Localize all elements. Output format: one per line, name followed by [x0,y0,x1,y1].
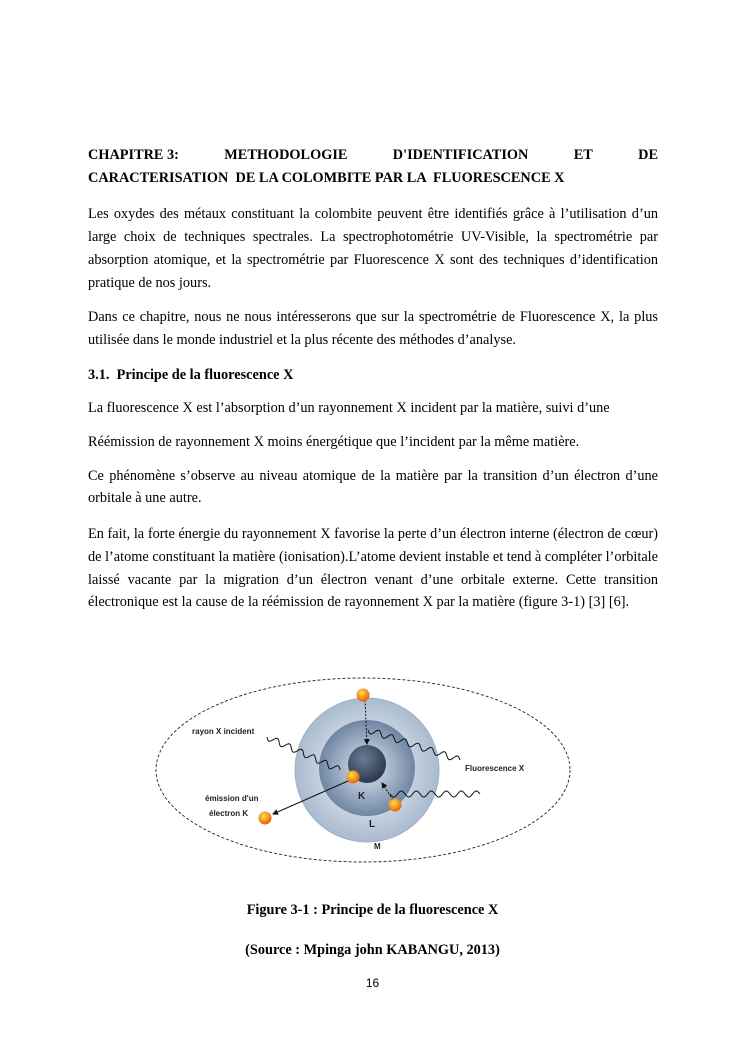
electron-emitted [259,812,272,825]
page-number: 16 [365,976,380,990]
electron-k [347,771,360,784]
label-k: K [358,791,366,802]
title-word: CHAPITRE 3: [88,147,179,163]
chapter-title-line2: CARACTERISATION DE LA COLOMBITE PAR LA FLUORESCENCE X [88,169,565,186]
section-paragraph: La fluorescence X est l’absorption d’un rayonnement X incident par la matière, suivi d’une [88,400,610,417]
fluorescence-diagram [150,670,580,870]
title-word: METHODOLOGIE [224,147,348,163]
section-title: 3.1. Principe de la fluorescence X [88,366,294,383]
title-word: ET [573,147,593,163]
title-word: D'IDENTIFICATION [392,147,529,163]
paragraph-intro: Les oxydes des métaux constituant la colombite peuvent être identifiés grâce à l’utilisation d’un large choix de techniques spectrales. La spectrophotométrie UV-Visible, la spectrométrie par absorption atomique, et la spectrométrie par Fluorescence X sont des techniques d’identification pratique de nos jours. [88,206,658,291]
label-incident: rayon X incident [192,727,255,736]
figure-source: (Source : Mpinga john KABANGU, 2013) [245,942,500,958]
electron-m [357,689,370,702]
label-l: L [369,819,376,830]
title-word: DE [638,147,658,163]
electron-l [389,799,402,812]
section-paragraph: Ce phénomène s’observe au niveau atomique de la matière par la transition d’un électron d’une orbitale à une autre. [88,467,658,507]
paragraph-chapter: Dans ce chapitre, nous ne nous intéresserons que sur la spectrométrie de Fluorescence X, la plus utilisée dans le monde industriel et la plus récente des méthodes d’analyse. [88,309,658,348]
figure-caption: Figure 3-1 : Principe de la fluorescence X [246,902,499,918]
label-emission-1: émission d'un [205,794,259,803]
page-body [88,144,658,614]
label-m: M [374,842,381,851]
section-paragraph: En fait, la forte énergie du rayonnement X favorise la perte d’un électron interne (électron de cœur) de l’atome constituant la matière (ionisation).L’atome devient instable et tend à compléter l’orbitale laissé vacante par la migration d’un électron venant d’une orbitale externe. Cette transition électronique est la cause de la réémission de rayonnement X par la matière (figure 3-1) [3] [6]. [88,526,658,611]
chapter-title-line1 [88,144,658,167]
section-paragraph: Réémission de rayonnement X moins énergétique que l’incident par la même matière. [88,434,580,451]
label-fluorescence: Fluorescence X [465,764,525,773]
label-emission-2: électron K [209,809,249,818]
